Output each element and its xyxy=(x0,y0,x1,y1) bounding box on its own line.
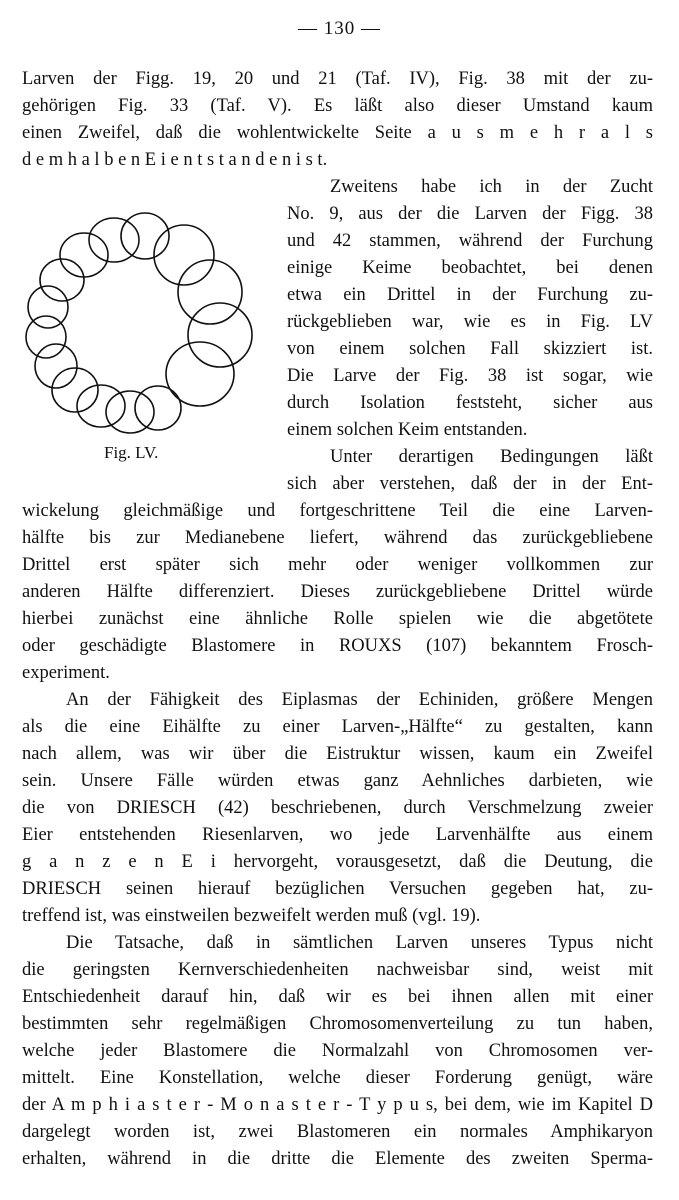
text-line: oder geschädigte Blastomere in ROUXS (107) bekanntem Frosch- xyxy=(22,636,653,656)
text-line: als die eine Eihälfte zu einer Larven-„Hälfte“ zu gestalten, kann xyxy=(22,717,653,737)
text-line: Eier entstehenden Riesenlarven, wo jede Larvenhälfte aus einem xyxy=(22,825,653,845)
blastomere-cell xyxy=(26,316,66,358)
text-line: DRIESCH seinen hierauf bezüglichen Versuchen gegeben hat, zu- xyxy=(22,879,653,899)
text-line: g a n z e n E i hervorgeht, vorausgesetzt, daß die Deutung, die xyxy=(22,852,653,872)
text-line: und 42 stammen, während der Furchung xyxy=(287,231,653,251)
text-line: einen Zweifel, daß die wohlentwickelte Seite a u s m e h r a l s xyxy=(22,123,653,143)
text-line: experiment. xyxy=(22,663,110,683)
text-line: rückgeblieben war, wie es in Fig. LV xyxy=(287,312,653,332)
blastomere-cell xyxy=(35,344,77,388)
text-line: wickelung gleichmäßige und fortgeschrittene Teil die eine Larven- xyxy=(22,501,653,521)
blastomere-cell-large xyxy=(154,225,214,285)
figure-caption: Fig. LV. xyxy=(104,443,159,462)
text-line: die geringsten Kernverschiedenheiten nachweisbar sind, weist mit xyxy=(22,960,653,980)
text-line: Zweitens habe ich in der Zucht xyxy=(330,177,653,197)
text-line: bestimmten sehr regelmäßigen Chromosomenverteilung zu tun haben, xyxy=(22,1014,653,1034)
text-line: Entschiedenheit darauf hin, daß wir es bei ihnen allen mit einer xyxy=(22,987,653,1007)
blastomere-cell xyxy=(28,286,68,328)
text-line: etwa ein Drittel in der Furchung zu- xyxy=(287,285,653,305)
text-line: erhalten, während in die dritte die Elemente des zweiten Sperma- xyxy=(22,1149,653,1169)
text-line: treffend ist, was einstweilen bezweifelt werden muß (vgl. 19). xyxy=(22,906,481,926)
blastomere-cell-large xyxy=(188,303,252,367)
text-line: anderen Hälfte differenziert. Dieses zurückgebliebene Drittel würde xyxy=(22,582,653,602)
blastomere-cell xyxy=(77,385,125,427)
blastomere-cell-large xyxy=(166,342,234,406)
text-line: mittelt. Eine Konstellation, welche dieser Forderung genügt, wäre xyxy=(22,1068,653,1088)
text-line: durch Isolation feststeht, sicher aus xyxy=(287,393,653,413)
text-line: von einem solchen Fall skizziert ist. xyxy=(287,339,653,359)
text-line: der A m p h i a s t e r - M o n a s t e r - T y p u s, bei dem, wie im Kapitel D xyxy=(22,1095,653,1115)
text-line: Die Larve der Fig. 38 ist sogar, wie xyxy=(287,366,653,386)
figure-lv xyxy=(22,200,262,465)
text-line: welche jeder Blastomere die Normalzahl von Chromosomen ver- xyxy=(22,1041,653,1061)
text-line: Drittel erst später sich mehr oder weniger vollkommen zur xyxy=(22,555,653,575)
blastomere-ring-diagram xyxy=(22,200,262,440)
text-line: die von DRIESCH (42) beschriebenen, durch Verschmelzung zweier xyxy=(22,798,653,818)
text-line: nach allem, was wir über die Eistruktur wissen, kaum ein Zweifel xyxy=(22,744,653,764)
text-line: dargelegt worden ist, zwei Blastomeren ein normales Amphikaryon xyxy=(22,1122,653,1142)
text-line: hälfte bis zur Medianebene liefert, während das zurückgebliebene xyxy=(22,528,653,548)
text-line: An der Fähigkeit des Eiplasmas der Echiniden, größere Mengen xyxy=(66,690,653,710)
page-number: — 130 — xyxy=(298,18,381,39)
text-line: gehörigen Fig. 33 (Taf. V). Es läßt also dieser Umstand kaum xyxy=(22,96,653,116)
text-line: Die Tatsache, daß in sämtlichen Larven unseres Typus nicht xyxy=(66,933,653,953)
text-line: hierbei zunächst eine ähnliche Rolle spielen wie die abgetötete xyxy=(22,609,653,629)
blastomere-cell xyxy=(135,386,181,430)
text-line: sein. Unsere Fälle würden etwas ganz Aehnliches darbieten, wie xyxy=(22,771,653,791)
text-line: Unter derartigen Bedingungen läßt xyxy=(330,447,653,467)
text-line: Larven der Figg. 19, 20 und 21 (Taf. IV), Fig. 38 mit der zu- xyxy=(22,69,653,89)
text-line: d e m h a l b e n E i e n t s t a n d e n i s t. xyxy=(22,150,328,170)
text-line: sich aber verstehen, daß der in der Ent- xyxy=(287,474,653,494)
text-line: No. 9, aus der die Larven der Figg. 38 xyxy=(287,204,653,224)
text-line: einige Keime beobachtet, bei denen xyxy=(287,258,653,278)
blastomere-cell xyxy=(60,233,108,277)
text-line: einem solchen Keim entstanden. xyxy=(287,420,528,440)
